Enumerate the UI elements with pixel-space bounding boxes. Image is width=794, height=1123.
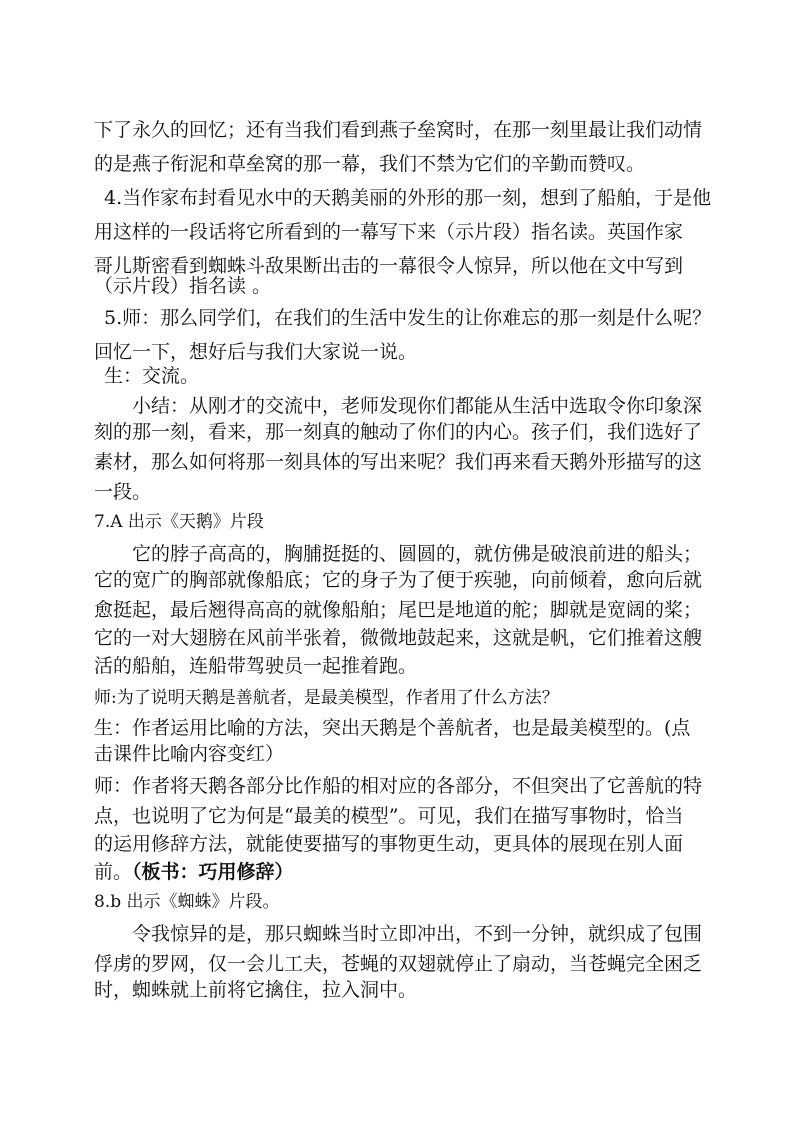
text-line: （示片段）指名读 。	[94, 275, 272, 297]
text-line: 击课件比喻内容变红）	[94, 743, 285, 765]
text-line: 回忆一下，想好后与我们大家说一说。	[94, 341, 418, 363]
section-heading: 8.b 出示《蜘蛛》片段。	[94, 892, 280, 912]
text-line: 它的脖子高高的，胸脯挺挺的、圆圆的，就仿佛是破浪前进的船头；	[132, 543, 703, 565]
text-line: 它的宽广的胸部就像船底；它的身子为了便于疾驰，向前倾着，愈向后就	[94, 569, 703, 591]
section-heading: 7.A 出示《天鹅》片段	[94, 512, 264, 532]
text-line: 生：交流。	[104, 365, 200, 387]
text-line: 时，蜘蛛就上前将它擒住，拉入洞中。	[94, 979, 418, 1001]
text-line: 师:为了说明天鹅是善航者，是最美模型，作者用了什么方法？	[94, 688, 559, 708]
text-line: 令我惊异的是，那只蜘蛛当时立即冲出，不到一分钟，就织成了包围	[132, 923, 703, 945]
text-line: 活的船舶，连船带驾驶员一起推着跑。	[94, 655, 418, 677]
text-line: 生：作者运用比喻的方法，突出天鹅是个善航者，也是最美模型的。(点	[94, 717, 691, 739]
text-line: 素材，那么如何将那一刻具体的写出来呢？我们再来看天鹅外形描写的这	[94, 451, 703, 473]
text-line: 5.师：那么同学们，在我们的生活中发生的让你难忘的那一刻是什么呢？	[104, 307, 712, 329]
text-line: 俘虏的罗网，仅一会儿工夫，苍蝇的双翅就停止了扇动，当苍蝇完全困乏	[94, 953, 703, 975]
text-line: 师：作者将天鹅各部分比作船的相对应的各部分，不但突出了它善航的特	[94, 775, 703, 797]
text-line: 愈挺起，最后翘得高高的就像船舶；尾巴是地道的舵；脚就是宽阔的桨；	[94, 599, 703, 621]
text-line: 4.当作家布封看见水中的天鹅美丽的外形的那一刻，想到了船舶，于是他	[104, 187, 712, 209]
text-line: 刻的那一刻，看来，那一刻真的触动了你们的内心。孩子们，我们选好了	[94, 421, 703, 443]
text-line: 哥儿斯密看到蜘蛛斗敌果断出击的一幕很令人惊异，所以他在文中写到	[94, 255, 684, 277]
text-line: 下了永久的回忆；还有当我们看到燕子垒窝时，在那一刻里最让我们动情	[94, 119, 703, 141]
text-line: 一段。	[94, 481, 152, 503]
text-line	[94, 860, 714, 884]
text-line: 点，也说明了它为何是“最美的模型”。可见，我们在描写事物时，恰当	[94, 805, 684, 827]
text-line: 小结：从刚才的交流中，老师发现你们都能从生活中选取令你印象深	[132, 395, 703, 417]
text-line-prefix: 前。	[94, 861, 133, 883]
text-line: 的运用修辞方法，就能使要描写的事物更生动，更具体的展现在别人面	[94, 833, 684, 855]
blackboard-note: （板书：巧用修辞）	[132, 861, 294, 883]
text-line: 用这样的一段话将它所看到的一幕写下来（示片段）指名读。英国作家	[94, 221, 684, 243]
text-line: 它的一对大翅膀在风前半张着，微微地鼓起来，这就是帆，它们推着这艘	[94, 627, 703, 649]
text-line: 的是燕子衔泥和草垒窝的那一幕，我们不禁为它们的辛勤而赞叹。	[94, 153, 646, 175]
